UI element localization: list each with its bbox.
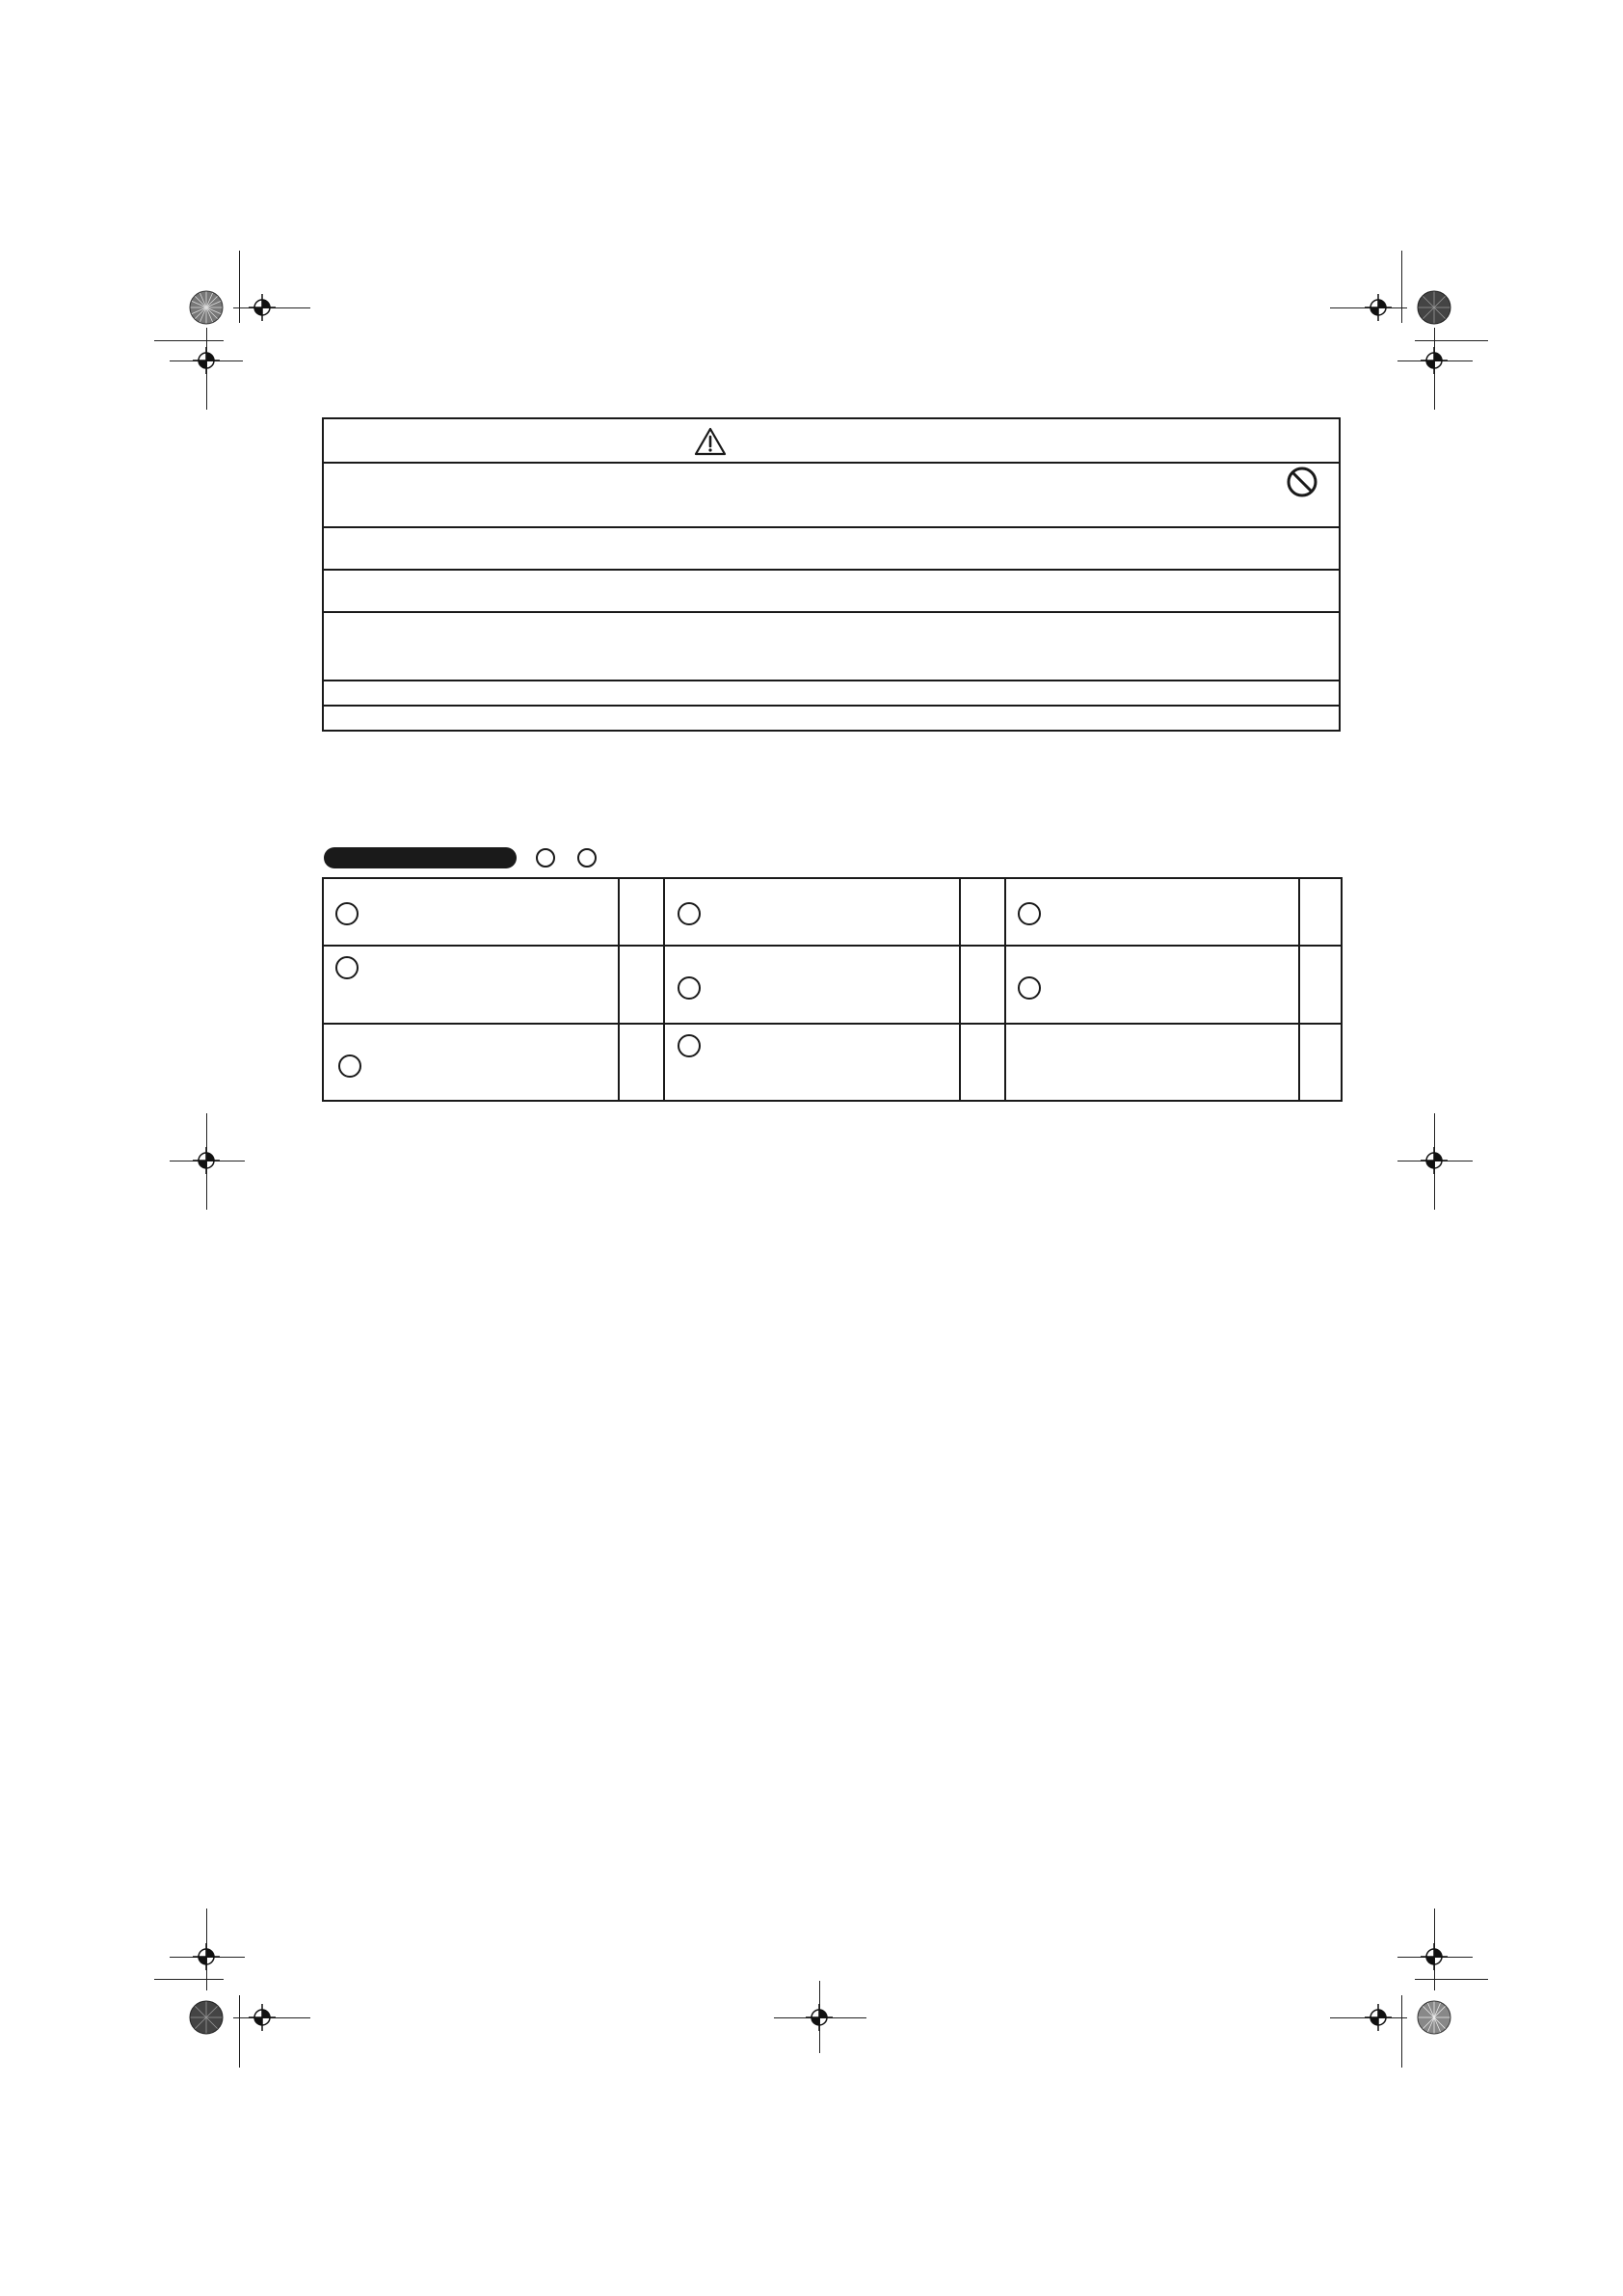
registration-target-icon	[1365, 2004, 1392, 2031]
registration-target-icon	[249, 2004, 276, 2031]
color-calibration-wheel-icon	[189, 2000, 224, 2035]
part-number-circle	[335, 956, 359, 979]
registration-target-icon	[249, 294, 276, 321]
part-number-circle	[678, 1034, 701, 1057]
reference-circle	[577, 848, 597, 868]
color-calibration-wheel-icon	[1417, 2000, 1451, 2035]
color-calibration-wheel-icon	[1417, 290, 1451, 325]
grid-row-divider	[324, 1023, 1341, 1025]
registration-target-icon	[1421, 1147, 1448, 1174]
crop-line	[239, 251, 240, 323]
registration-target-icon	[1421, 1943, 1448, 1970]
crop-line	[239, 1995, 240, 2068]
grid-column-divider	[959, 879, 961, 1100]
registration-target-icon	[806, 2004, 833, 2031]
registration-target-icon	[1365, 294, 1392, 321]
part-number-circle	[678, 976, 701, 1000]
grid-column-divider	[618, 879, 620, 1100]
grid-row-divider	[324, 945, 1341, 947]
registration-target-icon	[193, 347, 220, 374]
prohibition-icon	[1286, 466, 1318, 498]
crop-line	[1401, 251, 1402, 323]
warning-row-divider	[324, 680, 1339, 681]
warning-row-divider	[324, 611, 1339, 613]
part-number-circle	[678, 902, 701, 925]
registration-target-icon	[193, 1943, 220, 1970]
crop-line	[154, 1979, 224, 1980]
part-number-circle	[1018, 976, 1041, 1000]
part-number-circle	[335, 902, 359, 925]
warning-row-divider	[324, 462, 1339, 464]
crop-line	[1415, 1979, 1488, 1980]
crop-line	[154, 340, 224, 341]
warning-row-divider	[324, 705, 1339, 707]
reference-circle	[536, 848, 555, 868]
warning-row-divider	[324, 526, 1339, 528]
grid-column-divider	[1004, 879, 1006, 1100]
crop-line	[1401, 1995, 1402, 2068]
warning-table	[322, 417, 1341, 732]
registration-target-icon	[193, 1147, 220, 1174]
warning-triangle-icon	[694, 427, 727, 456]
color-calibration-wheel-icon	[189, 290, 224, 325]
crop-line	[1415, 340, 1488, 341]
grid-column-divider	[663, 879, 665, 1100]
warning-row-divider	[324, 569, 1339, 571]
grid-column-divider	[1298, 879, 1300, 1100]
part-number-circle	[338, 1055, 361, 1078]
section-label-pill	[324, 847, 517, 868]
registration-target-icon	[1421, 347, 1448, 374]
part-number-circle	[1018, 902, 1041, 925]
parts-grid	[322, 877, 1343, 1102]
